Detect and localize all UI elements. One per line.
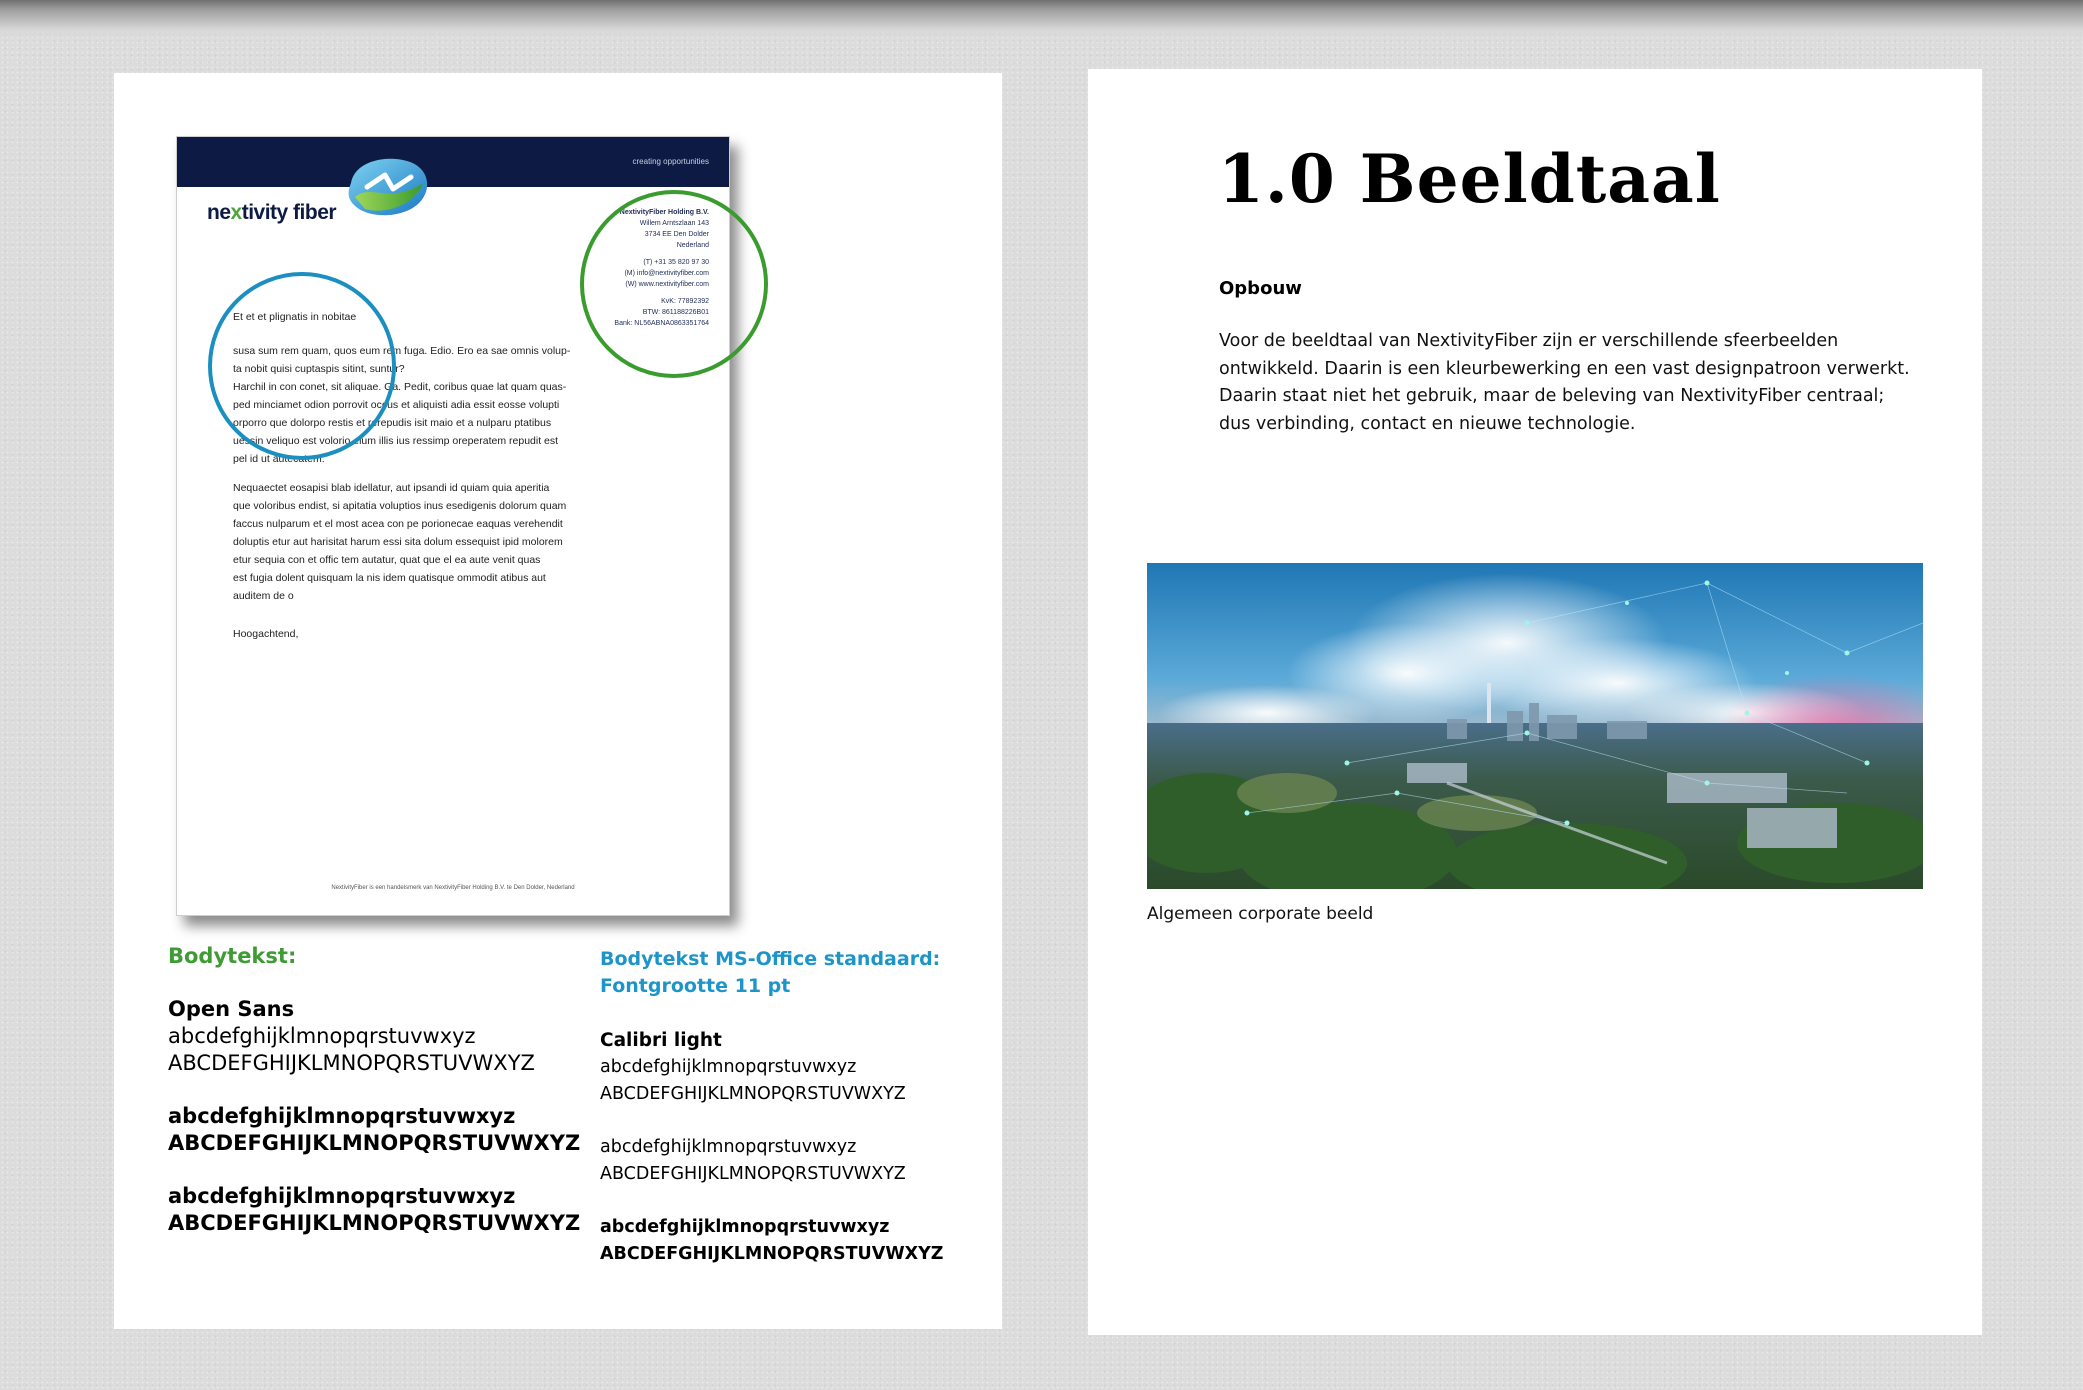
specimen-upper-bold: ABCDEFGHIJKLMNOPQRSTUVWXYZ: [168, 1211, 581, 1235]
address-kvk: KvK: 77892392: [661, 298, 709, 305]
corporate-city-image: [1147, 563, 1923, 889]
letter-paragraph-1: susa sum rem quam, quos eum rem fuga. Edio. Ero ea sae omnis volup- ta nobit quisi cuptaspis sitint, suntur? Harchil in con conet, sit aliquae. Ga. Pedit, coribus quae lat quam quas- ped minciamet odion porrovit occus et aliquisti adia essit eosse volupti orporro que dolorpo restis et rerepudis isit maio et a nulparu ptatibus uessin veliquo est volorio eium illis ius ressimp oreperatem repudit est pel id ut autecatem.: [233, 345, 571, 465]
specimen-lower-regular: abcdefghijklmnopqrstuvwxyz: [168, 1024, 476, 1048]
body-line: ontwikkeld. Daarin is een kleurbewerking en een vast designpatroon verwerkt.: [1219, 358, 1910, 379]
specimen-calibri-upper-regular: ABCDEFGHIJKLMNOPQRSTUVWXYZ: [600, 1164, 906, 1184]
highlight-circle-blue: [208, 272, 396, 460]
specimen-upper-semibold: ABCDEFGHIJKLMNOPQRSTUVWXYZ: [168, 1131, 581, 1155]
specimen-calibri-upper-light: ABCDEFGHIJKLMNOPQRSTUVWXYZ: [600, 1084, 906, 1104]
nextivity-wordmark: nextivity fiber: [207, 201, 337, 224]
specimen-heading: Bodytekst:: [168, 944, 297, 968]
specimen-open-sans: [168, 944, 580, 1237]
specimen-calibri-name: Calibri light: [600, 1030, 722, 1051]
address-company: NextivityFiber Holding B.V.: [619, 209, 709, 216]
image-caption: Algemeen corporate beeld: [1147, 904, 1374, 924]
body-line: Daarin staat niet het gebruik, maar de beleving van NextivityFiber centraal;: [1219, 386, 1885, 406]
body-line: dus verbinding, contact en nieuwe technologie.: [1219, 413, 1636, 434]
specimen-calibri: [600, 946, 943, 1268]
specimen-calibri-lower-bold: abcdefghijklmnopqrstuvwxyz: [600, 1217, 890, 1237]
specimen-calibri-lower-regular: abcdefghijklmnopqrstuvwxyz: [600, 1137, 857, 1157]
address-web: (W) www.nextivityfiber.com: [625, 281, 709, 288]
specimen-lower-bold: abcdefghijklmnopqrstuvwxyz: [168, 1184, 516, 1208]
specimen-calibri-lower-light: abcdefghijklmnopqrstuvwxyz: [600, 1057, 857, 1077]
binder-shadow: [0, 0, 2083, 40]
nextivity-logo-icon: [345, 153, 431, 219]
letter-footer: NextivityFiber is een handelsmerk van NextivityFiber Holding B.V. te Den Dolder, Nederland: [331, 885, 575, 891]
address-email: (M) info@nextivityfiber.com: [624, 270, 709, 277]
letter-salutation: Et et et plignatis in nobitae: [233, 311, 357, 323]
highlight-circle-green: [580, 190, 768, 378]
body-line: Voor de beeldtaal van NextivityFiber zijn er verschillende sfeerbeelden: [1219, 331, 1839, 351]
address-city: 3734 EE Den Dolder: [644, 231, 709, 238]
specimen-font-name: Open Sans: [168, 997, 295, 1021]
address-btw: BTW: 861188226B01: [642, 309, 709, 316]
specimen-upper-regular: ABCDEFGHIJKLMNOPQRSTUVWXYZ: [168, 1051, 535, 1075]
page-title: 1.0 Beeldtaal: [1218, 140, 1721, 218]
letter-closing: Hoogachtend,: [233, 628, 299, 640]
section-subtitle: Opbouw: [1219, 278, 1302, 299]
specimen-office-heading-2: Fontgrootte 11 pt: [600, 975, 791, 997]
specimen-lower-semibold: abcdefghijklmnopqrstuvwxyz: [168, 1104, 516, 1128]
specimen-office-heading-1: Bodytekst MS-Office standaard:: [600, 948, 941, 970]
address-phone: (T) +31 35 820 97 30: [643, 259, 709, 266]
letter-paragraph-2: Nequaectet eosapisi blab idellatur, aut ipsandi id quiam quia aperitia que voloribus endist, si apitatia voluptios inus esedigenis dolorum quam faccus nulparum et el most acea con pe porionecae eaquas verehendit doluptis etur aut harisitat harum essi sita dolum essequist ipid molorem etur sequia con et offic tem autatur, quat que el ea aute venit quas est fugia dolent quisquam la nis idem quatisque ommodit atibus aut auditem de o: [233, 482, 567, 602]
address-bank: Bank: NL56ABNA0863351764: [614, 320, 709, 327]
specimen-calibri-upper-bold: ABCDEFGHIJKLMNOPQRSTUVWXYZ: [600, 1244, 944, 1264]
address-street: Willem Arntszlaan 143: [639, 220, 709, 227]
address-country: Nederland: [676, 242, 709, 249]
letterhead-tagline: creating opportunities: [632, 157, 709, 166]
section-body: [1219, 328, 1919, 438]
